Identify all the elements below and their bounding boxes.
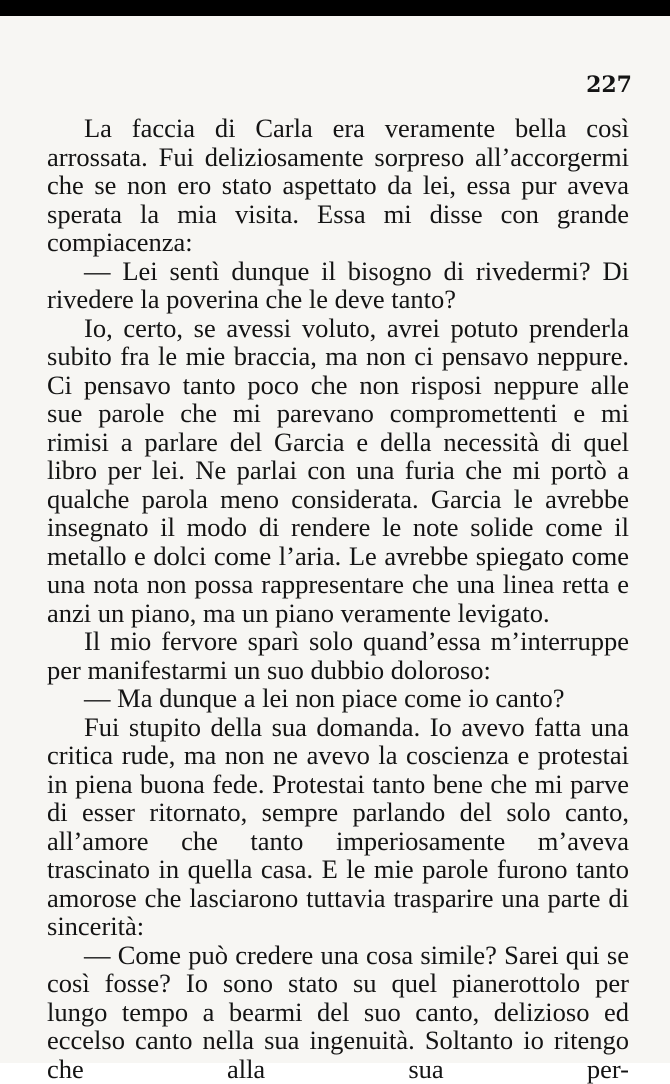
paragraph: La faccia di Carla era veramente bella così arrossata. Fui deliziosamente sorpreso all’accorgermi che se non ero stato aspettato da lei, essa pur aveva sperata la mia visita. Essa mi disse con grande compiacenza: (47, 113, 629, 257)
book-page (0, 16, 670, 1084)
paragraph: Il mio fervore sparì solo quand’essa m’interruppe per manifestarmi un suo dubbio doloroso: (47, 626, 629, 685)
scan-top-border (0, 0, 670, 16)
paragraph: Fui stupito della sua domanda. Io avevo fatta una critica rude, ma non ne avevo la coscienza e protestai in piena buona fede. Protestai tanto bene che mi parve di esser ritornato, sempre parlando del solo canto, all’amore che tanto imperiosamente m’aveva trascinato in quella casa. E le mie parole furono tanto amorose che lasciarono tuttavia trasparire una parte di sincerità: (47, 711, 629, 941)
paragraph: Io, certo, se avessi voluto, avrei potuto prenderla subito fra le mie braccia, ma non ci pensavo neppure. Ci pensavo tanto poco che non risposi neppure alle sue parole che mi parevano compromettenti e mi rimisi a parlare del Garcia e della necessità di quel libro per lei. Ne parlai con una furia che mi portò a qualche parola meno considerata. Garcia le avrebbe insegnato il modo di rendere le note solide come il metallo e dolci come l’aria. Le avrebbe spiegato come una nota non possa rappresentare che una linea retta e anzi un piano, ma un piano veramente levigato. (47, 312, 629, 628)
page-number: 227 (586, 72, 632, 98)
body-text (47, 114, 629, 1083)
dialogue-line: — Come può credere una cosa simile? Sarei qui se così fosse? Io sono stato su quel pianerottolo per lungo tempo a bearmi del suo canto, delizioso ed eccelso canto nella sua ingenuità. Soltanto io ritengo che alla sua per- (47, 939, 629, 1084)
dialogue-line: — Ma dunque a lei non piace come io canto? (84, 683, 565, 713)
dialogue-line: — Lei sentì dunque il bisogno di rivedermi? Di rivedere la poverina che le deve tanto? (47, 255, 629, 314)
